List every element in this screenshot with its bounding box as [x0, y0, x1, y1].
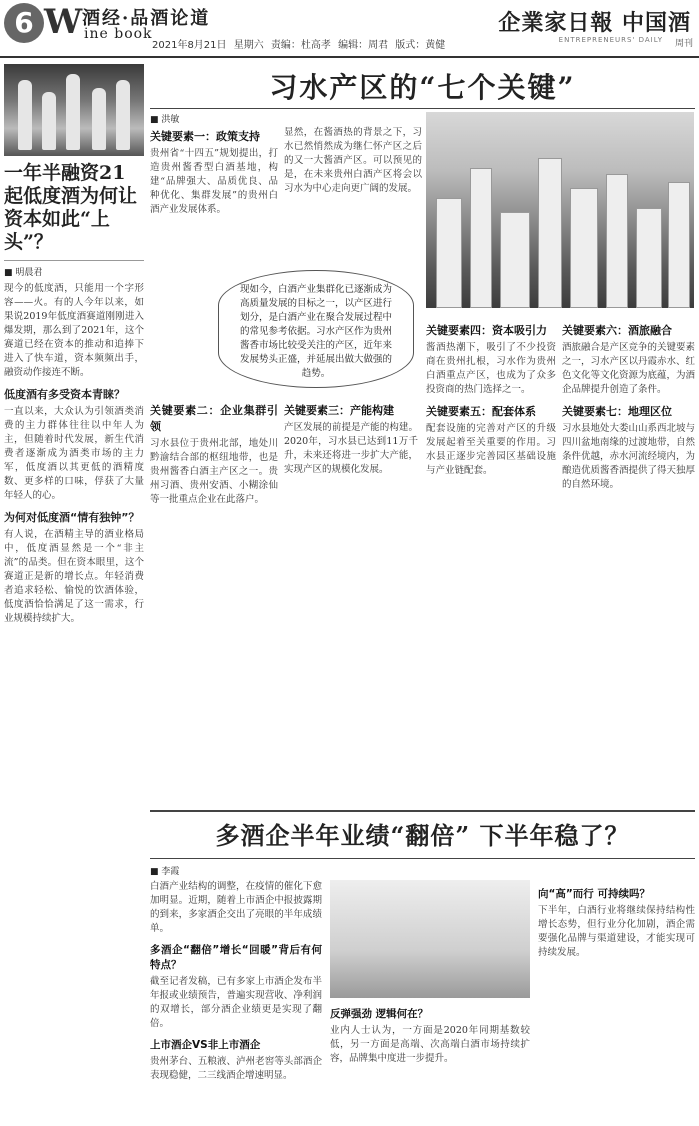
brand-subtitle: ENTREPRENEURS' DAILY: [558, 36, 663, 44]
mid-headline: 多酒企半年业绩“翻倍” 下半年稳了？: [215, 821, 630, 850]
left-headline: 一年半融资21起低度酒为何让资本如此“上头”？: [4, 162, 138, 253]
left-para-2: 有人说，在酒精主导的酒业格局中，低度酒显然是一个“非主流”的品类。但在资本眼里，这个赛道正是新的增长点。年轻消费者追求轻松、愉悦的饮酒体验，低度酒恰恰满足了这一需求，行业规模持续扩大。: [4, 529, 144, 624]
mid-byline: ■ 李霞: [150, 867, 180, 877]
mid-subhead-3: 反弹强劲 逻辑何在？: [330, 1008, 429, 1020]
key-factor-2-text: 习水县位于贵州北部，地处川黔渝结合部的枢纽地带，也是贵州酱香白酒主产区之一。贵州习酒、贵州安酒、小糊涂仙等一批重点企业在此落户。: [150, 438, 278, 505]
wine-bottles-photo: [4, 64, 144, 156]
mid-para-3: 业内人士认为，一方面是2020年同期基数较低，另一方面是高端、次高端白酒市场持续扩容，品牌集中度进一步提升。: [330, 1025, 530, 1064]
masthead: [0, 0, 699, 58]
wine-book-label: ine book: [84, 26, 153, 42]
left-author: ■ 明晨君: [4, 260, 144, 278]
key-factor-2-heading: 关键要素二：企业集群引领: [150, 404, 278, 433]
top-lead: 显然，在酱酒热的背景之下，习水已然悄然成为继仁怀产区之后的又一大酱酒产区。可以预见的是，在未来贵州白酒产区将会以习水为中心走向更广阔的发展。: [284, 127, 422, 194]
baijiu-bottle-photo: [330, 880, 530, 998]
mid-para-2: 贵州茅台、五粮液、泸州老窖等头部酒企表现稳健，二三线酒企增速明显。: [150, 1056, 322, 1081]
page-number: 6: [4, 3, 44, 43]
pull-quote: 现如今，白酒产业集群化已逐渐成为高质量发展的目标之一，以产区进行划分，是白酒产业在聚合发展过程中的常见参考依据。习水产区作为贵州酱香市场比较受关注的产区，近年来发展势头正盛，并延展出做大做强的趋势。: [218, 270, 414, 388]
key-factor-1-heading: 关键要素一：政策支持: [150, 130, 260, 143]
key-factor-6-text: 酒旅融合是产区竞争的关键要素之一，习水产区以丹霞赤水、红色文化等文化资源为底蕴，为酒企品牌提升创造了条件。: [562, 342, 695, 395]
mid-col-1: [150, 880, 322, 1124]
key-factor-5-text: 配套设施的完善对产区的升级发展起着至关重要的作用。习水县正逐步完善园区基础设施与产业链配套。: [426, 423, 556, 476]
left-intro: 现今的低度酒，只能用一个字形容——火。有的人今年以来，如果说2019年低度酒赛道刚刚进入爆发期，那么到了2021年，这个赛道已经在资本的推动和追捧下进入了快车道，资本频频出手，融资动作接连不断。: [4, 283, 144, 378]
weekly-tag: 周刊: [674, 39, 693, 49]
key-factor-3-text: 产区发展的前提是产能的构建。2020年，习水县已达到11万千升，未来还将进一步扩大产能，实现产区的规模化发展。: [284, 422, 418, 475]
key-factor-7-heading: 关键要素七：地理区位: [562, 405, 672, 418]
top-col-1: [150, 126, 278, 266]
top-col-5: [562, 316, 695, 806]
left-para-1: 一直以来，大众认为引领酒类消费的主力群体往往以中年人为主，但随着时代发展，新生代消费者逐渐成为酒类市场的主力军，低度酒以其更低的酒精度数、更多样的口味，俘获了大量年轻人的心。: [4, 406, 144, 501]
top-col-4: [426, 316, 556, 806]
key-factor-6-heading: 关键要素六：酒旅融合: [562, 324, 672, 337]
mid-col-2: [330, 1006, 530, 1124]
key-factor-3-heading: 关键要素三：产能构建: [284, 404, 394, 417]
mid-col-3: [538, 880, 695, 1124]
mid-para-1: 截至记者发稿，已有多家上市酒企发布半年报或业绩预告，普遍实现营收、净利润的双增长，部分酒企业绩更是实现了翻倍。: [150, 976, 322, 1029]
mid-subhead-1: 多酒企“翻倍”增长“回暖”背后有何特点？: [150, 944, 322, 971]
left-subhead-2: 为何对低度酒“情有独钟”？: [4, 511, 140, 524]
mid-lead: 白酒产业结构的调整，在疫情的催化下愈加明显。近期，随着上市酒企中报披露期的到来，多家酒企交出了亮眼的半年成绩单。: [150, 881, 322, 934]
key-factor-1-text: 贵州省“十四五”规划提出，打造贵州酱香型白酒基地，构建“品牌强大、品质优良、品种优化、集群发展”的贵州白酒产业发展体系。: [150, 148, 278, 215]
date-line: 2021年8月21日 星期六 责编：杜高孝 编辑：周君 版式：黄健: [152, 40, 446, 51]
w-letter: W: [44, 2, 83, 42]
mid-subhead-4: 向“高”而行 可持续吗？: [538, 888, 650, 900]
section-title: 酒经·品酒论道: [82, 8, 211, 29]
top-byline: ■ 洪敏: [150, 115, 180, 125]
top-headline: 习水产区的“七个关键”: [269, 71, 576, 104]
mid-para-4: 下半年，白酒行业将继续保持结构性增长态势，但行业分化加剧，酒企需要强化品牌与渠道建设，才能实现可持续发展。: [538, 905, 695, 958]
left-subhead-1: 低度酒有多受资本青睐？: [4, 388, 125, 401]
top-col-3: [284, 396, 418, 806]
top-col-2: [150, 396, 278, 806]
key-factor-4-text: 酱酒热潮下，吸引了不少投资商在贵州扎根，习水作为贵州白酒重点产区，也成为了众多投资商的热门选择之一。: [426, 342, 556, 395]
mid-subhead-2: 上市酒企VS非上市酒企: [150, 1039, 261, 1051]
key-factor-4-heading: 关键要素四：资本吸引力: [426, 324, 547, 337]
left-column: [4, 64, 144, 1124]
city-photo: [426, 112, 694, 308]
key-factor-7-text: 习水县地处大娄山山系西北坡与四川盆地南缘的过渡地带，自然条件优越，赤水河流经境内，为酿造优质酱香酒提供了得天独厚的自然环境。: [562, 423, 695, 490]
key-factor-5-heading: 关键要素五：配套体系: [426, 405, 536, 418]
brand-logo: 企業家日報 中国酒: [498, 10, 691, 36]
